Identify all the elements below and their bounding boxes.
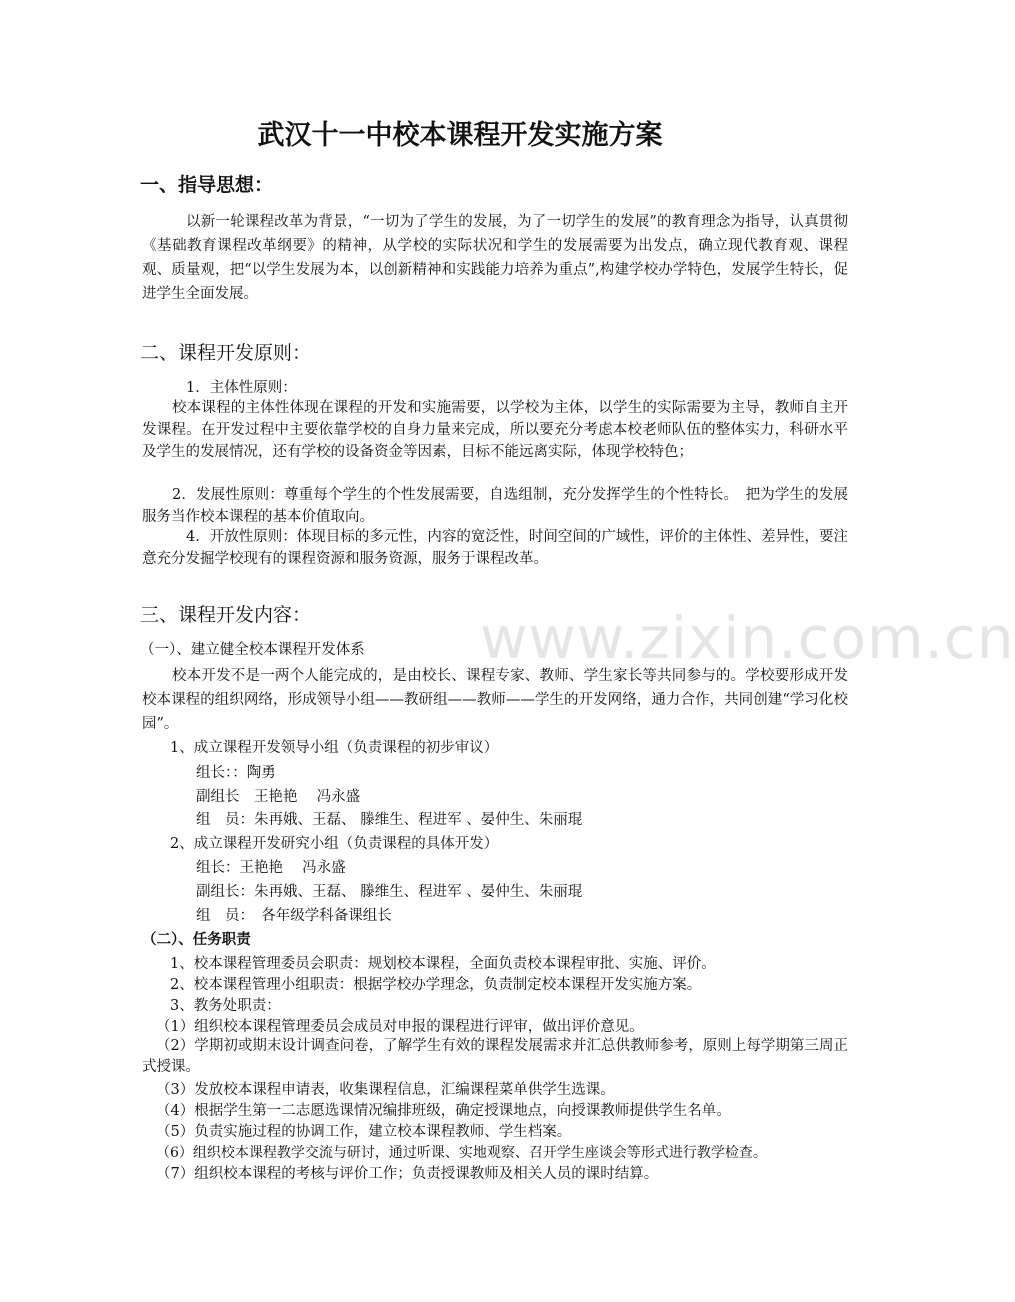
duty-3: 3、教务处职责： xyxy=(170,998,281,1014)
group-2-vice-leader: 副组长：朱再娥、王磊、 滕维生、程进军 、晏仲生、朱丽琨 xyxy=(196,884,583,900)
duty-item-4: （4）根据学生第一二志愿选课情况编排班级，确定授课地点，向授课教师提供学生名单。 xyxy=(156,1103,731,1119)
section-1-paragraph: 以新一轮课程改革为背景，“一切为了学生的发展，为了一切学生的发展”的教育理念为指导，认真贯彻《基础教育课程改革纲要》的精神，从学校的实际状况和学生的发展需要为出发点，确立现代教育观、课程观、质量观，把“以学生发展为本，以创新精神和实践能力培养为重点”,构建学校办学特色，发展学生特长，促进学生全面发展。 xyxy=(142,214,848,302)
principle-2-text: 2．发展性原则：尊重每个学生的个性发展需要，自选组制，充分发挥学生的个性特长。 把为学生的发展服务当作校本课程的基本价值取向。 xyxy=(142,487,848,525)
group-2-title: 2、成立课程开发研究小组（负责课程的具体开发） xyxy=(170,836,499,852)
duty-1: 1、校本课程管理委员会职责：规划校本课程，全面负责校本课程审批、实施、评价。 xyxy=(170,956,716,972)
group-2-leader: 组长：王艳艳 冯永盛 xyxy=(196,860,346,876)
group-1-vice-leader: 副组长 王艳艳 冯永盛 xyxy=(196,789,361,805)
duty-item-3: （3）发放校本课程申请表，收集课程信息，汇编课程菜单供学生选课。 xyxy=(156,1082,615,1098)
subsection-1-paragraph: 校本开发不是一两个人能完成的，是由校长、课程专家、教师、学生家长等共同参与的。学校要形成开发校本课程的组织网络，形成领导小组——教研组——教师——学生的开发网络，通力合作，共同创建“学习化校园”。 xyxy=(142,668,848,732)
watermark-text: www.zixin.com.cn xyxy=(480,604,1015,672)
subsection-2-heading: （二）、任务职责 xyxy=(142,931,251,948)
duty-2: 2、校本课程管理小组职责：根据学校办学理念，负责制定校本课程开发实施方案。 xyxy=(170,977,702,993)
group-1-leader: 组长：：陶勇 xyxy=(196,765,276,781)
principle-4-text: 4．开放性原则：体现目标的多元性，内容的宽泛性，时间空间的广域性，评价的主体性、差异性，要注意充分发掘学校现有的课程资源和服务资源，服务于课程改革。 xyxy=(142,529,848,567)
duty-item-6: （6）组织校本课程教学交流与研讨，通过听课、实地观察、召开学生座谈会等形式进行教学检查。 xyxy=(156,1145,767,1161)
group-1-members: 组 员：朱再娥、王磊、 滕维生、程进军 、晏仲生、朱丽琨 xyxy=(196,812,583,828)
section-1-heading: 一、指导思想： xyxy=(140,174,274,196)
duty-item-5: （5）负责实施过程的协调工作，建立校本课程教师、学生档案。 xyxy=(156,1124,572,1140)
duty-item-1: （1）组织校本课程管理委员会成员对申报的课程进行评审，做出评价意见。 xyxy=(156,1019,644,1035)
duty-item-7: （7）组织校本课程的考核与评价工作；负责授课教师及相关人员的课时结算。 xyxy=(156,1166,659,1182)
subsection-1-heading: （一）、建立健全校本课程开发体系 xyxy=(140,642,365,658)
duty-item-2: （2）学期初或期末设计调查问卷，了解学生有效的课程发展需求并汇总供教师参考，原则上每学期第三周正式授课。 xyxy=(142,1038,848,1075)
section-2-heading: 二、课程开发原则： xyxy=(140,342,312,364)
section-3-heading: 三、课程开发内容： xyxy=(140,604,312,626)
group-2-members: 组 员： 各年级学科备课组长 xyxy=(196,908,392,924)
principle-1-title: 1．主体性原则： xyxy=(186,380,297,396)
principle-1-text: 校本课程的主体性体现在课程的开发和实施需要，以学校为主体，以学生的实际需要为主导，教师自主开发课程。在开发过程中主要依靠学校的自身力量来完成，所以要充分考虑本校老师队伍的整体实力，科研水平及学生的发展情况，还有学校的设备资金等因素，目标不能远离实际，体现学校特色； xyxy=(142,400,848,460)
document-title: 武汉十一中校本课程开发实施方案 xyxy=(257,120,663,151)
group-1-title: 1、成立课程开发领导小组（负责课程的初步审议） xyxy=(170,740,499,756)
